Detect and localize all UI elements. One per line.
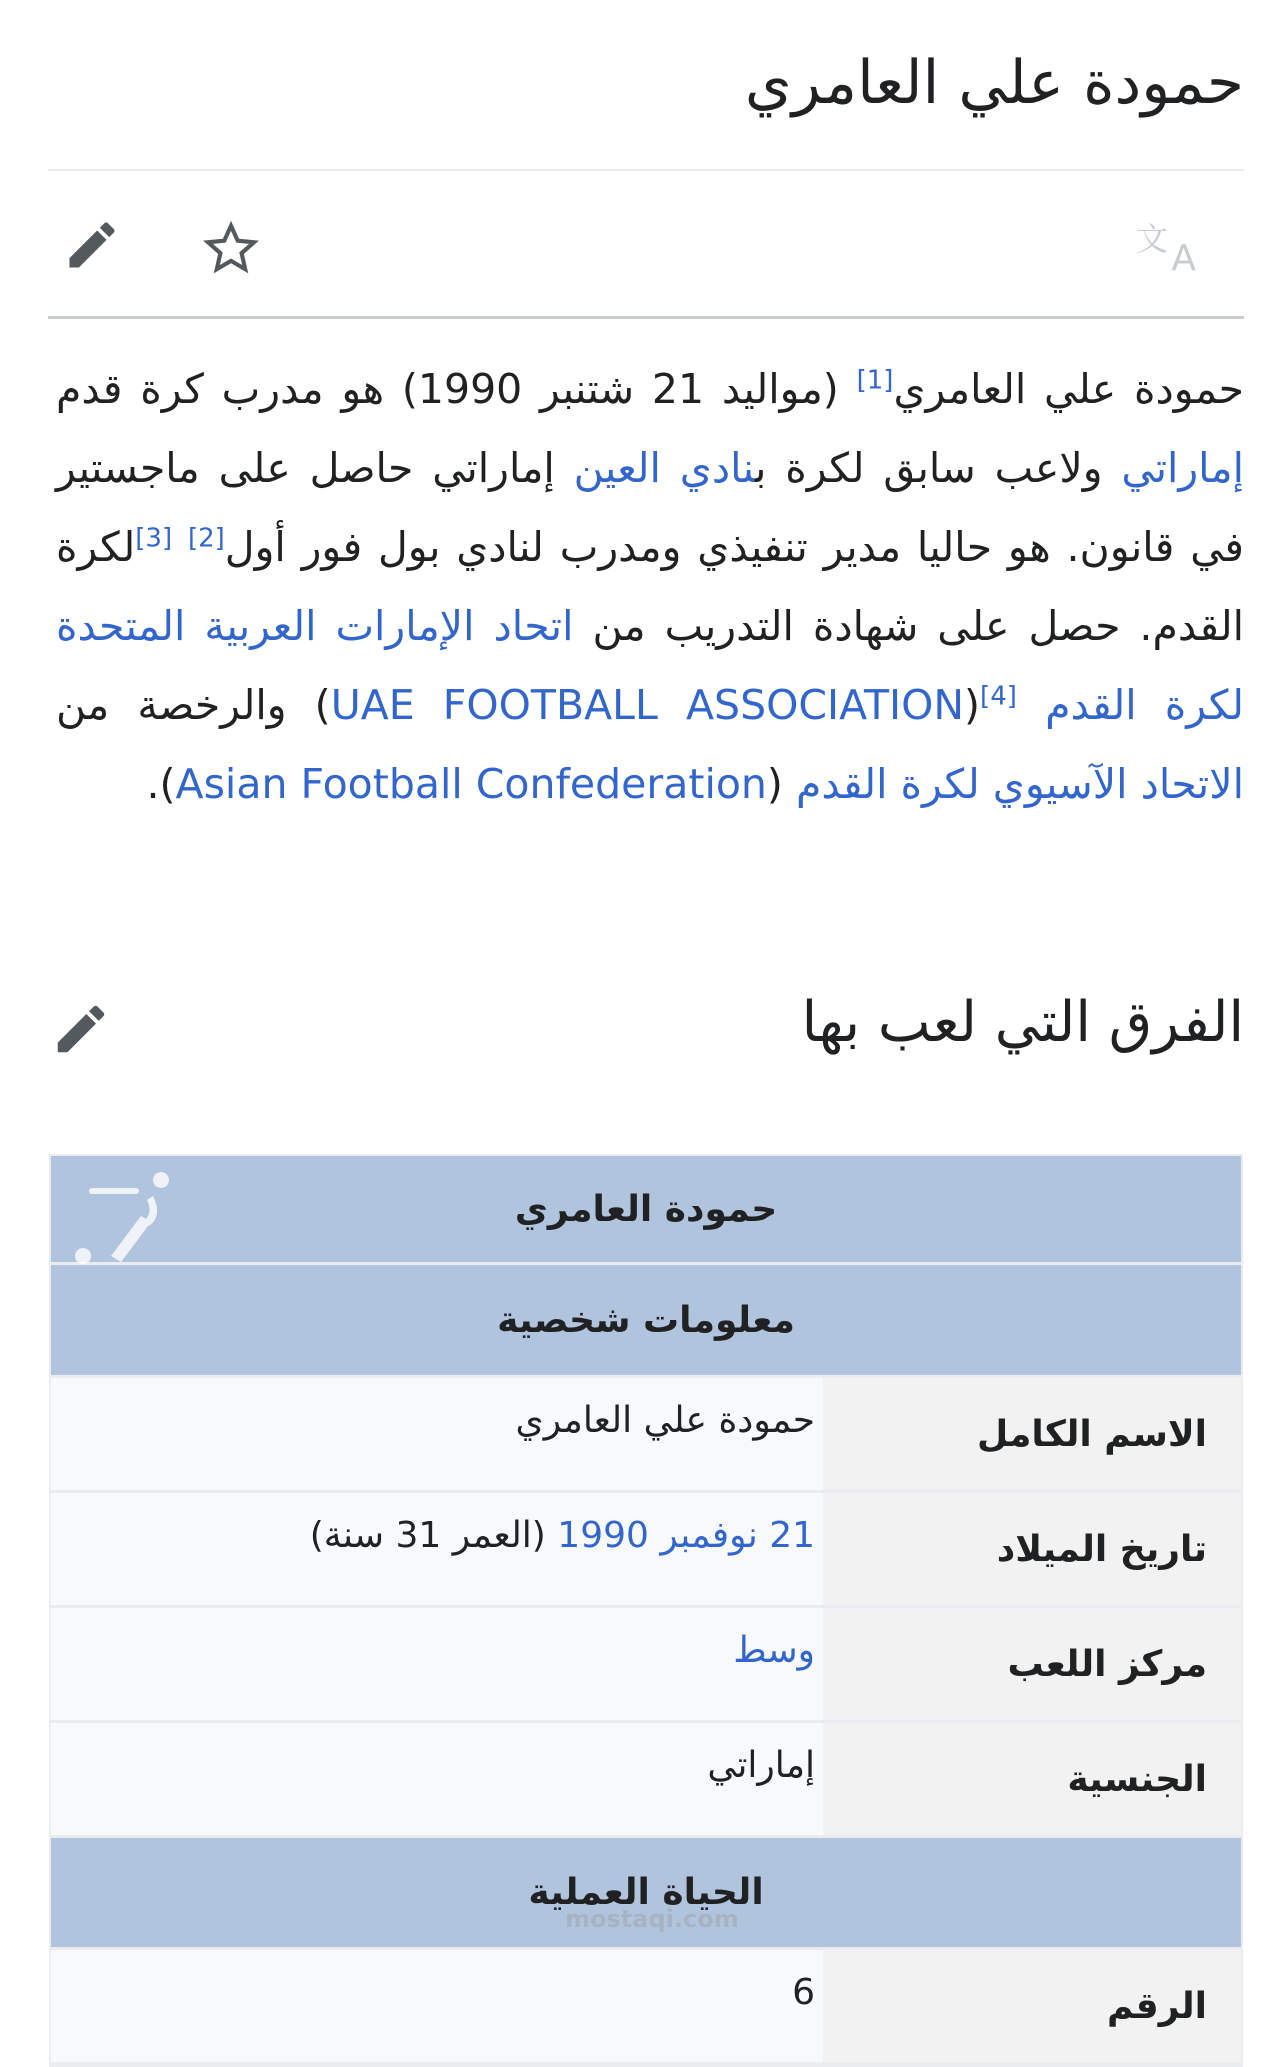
row-label: الاسم الكامل <box>823 1378 1241 1490</box>
text: ( <box>964 681 981 729</box>
link-uae-fa[interactable]: اتحاد الإمارات العربية المتحدة لكرة القدم <box>56 602 1244 729</box>
svg-text:文: 文 <box>1135 220 1168 258</box>
text: لكرة القدم. حصل على شهادة التدريب من <box>56 523 1244 650</box>
watch-star-icon[interactable] <box>200 218 262 280</box>
row-value: إماراتي <box>707 1745 815 1786</box>
infobox-title: حمودة العامري <box>514 1188 778 1230</box>
infobox-row <box>51 1723 1241 1838</box>
infobox-title-row <box>51 1156 1241 1265</box>
lead-paragraph <box>56 350 1244 824</box>
row-value: 6 <box>792 1972 815 2013</box>
infobox-row <box>51 1493 1241 1608</box>
text: حمودة علي العامري <box>893 365 1245 413</box>
reference-4[interactable]: [4] <box>980 681 1017 712</box>
birthdate-link[interactable]: 21 نوفمبر 1990 <box>557 1515 815 1556</box>
row-value: حمودة علي العامري <box>515 1400 815 1441</box>
divider <box>48 316 1244 319</box>
divider <box>48 169 1244 171</box>
edit-pencil-icon[interactable] <box>62 215 122 275</box>
text: إماراتي حاصل على ماجستير في قانون. هو حاليا مدير تنفيذي ومدرب لنادي بول فور أول <box>56 444 1244 571</box>
link-afc[interactable]: الاتحاد الآسيوي لكرة القدم <box>795 760 1244 808</box>
reference-2[interactable]: [2] <box>187 523 225 554</box>
text: ( <box>766 760 796 808</box>
infobox-row <box>51 1950 1241 2065</box>
row-value <box>51 1608 823 1720</box>
text: ) والرخصة من <box>56 681 331 729</box>
row-label: الرقم <box>823 1950 1241 2062</box>
text: (مواليد 21 شتنبر 1990) هو مدرب كرة قدم <box>56 365 857 413</box>
text: ). <box>146 760 176 808</box>
link-al-ain-club[interactable]: نادي العين <box>573 444 755 492</box>
language-translate-icon[interactable] <box>1135 218 1232 279</box>
reference-3[interactable]: [3] <box>135 523 173 554</box>
link-afc-en[interactable]: Asian Football Confederation <box>175 760 767 808</box>
row-label: تاريخ الميلاد <box>823 1493 1241 1605</box>
section-heading: الفرق التي لعب بها <box>801 990 1244 1055</box>
page-title: حمودة علي العامري <box>744 48 1244 118</box>
career-header: الحياة العملية <box>51 1838 1241 1950</box>
text: ولاعب سابق لكرة ب <box>754 444 1122 492</box>
infobox-row <box>51 1378 1241 1493</box>
infobox-row <box>51 1608 1241 1723</box>
row-label: الجنسية <box>823 1723 1241 1835</box>
link-uae-fa-en[interactable]: UAE FOOTBALL ASSOCIATION <box>330 681 965 729</box>
row-label: مركز اللعب <box>823 1608 1241 1720</box>
svg-text:A: A <box>1171 238 1196 279</box>
link-emirati[interactable]: إماراتي <box>1121 444 1245 492</box>
position-link[interactable]: وسط <box>733 1630 815 1671</box>
edit-section-pencil-icon[interactable] <box>50 998 112 1060</box>
football-player-icon <box>71 1166 181 1262</box>
watermark: mostaqi.com <box>565 1905 739 1933</box>
reference-1[interactable]: [1] <box>856 365 894 396</box>
personal-info-header: معلومات شخصية <box>51 1265 1241 1378</box>
age-text: (العمر 31 سنة) <box>309 1515 558 1556</box>
row-value <box>51 1493 823 1605</box>
